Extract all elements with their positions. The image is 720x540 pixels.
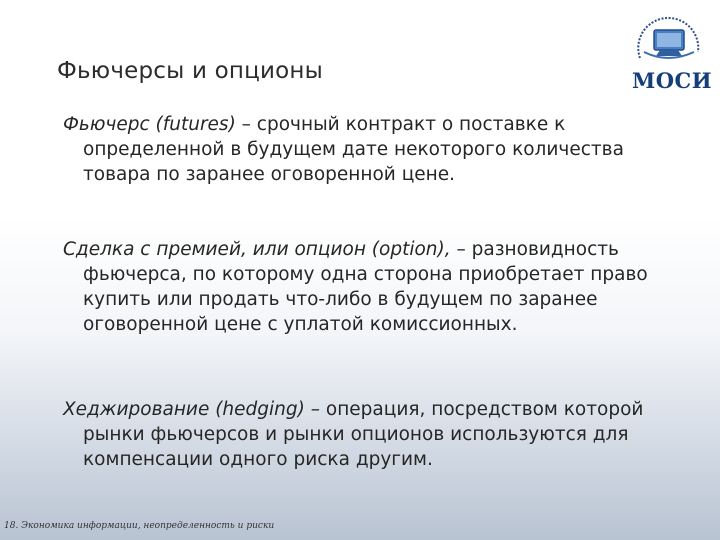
- definition-body: – разновидность фьючерса, по которому одна сторона приобретает право купить или продать что-либо в будущем по заранее оговоренной цене с уплатой комиссионных.: [83, 239, 648, 335]
- definition-option: [63, 237, 683, 337]
- mosi-logo: [620, 8, 716, 96]
- definition-term: Фьючерс (futures): [63, 114, 236, 135]
- slide-title: Фьючерсы и опционы: [57, 58, 324, 84]
- definition-hedging: [63, 397, 683, 472]
- logo-text: МОСИ: [632, 68, 713, 93]
- definition-futures: [63, 112, 683, 187]
- slide-footer: 18. Экономика информации, неопределенность и риски: [4, 521, 275, 531]
- definition-body: – операция, посредством которой рынки фьючерсов и рынки опционов используются для компенсации одного риска другим.: [83, 399, 644, 470]
- definition-body: – срочный контракт о поставке к определенной в будущем дате некоторого количества товара по заранее оговоренной цене.: [83, 114, 624, 185]
- definition-term: Сделка с премией, или опцион (option),: [63, 239, 451, 260]
- institution-emblem-icon: [620, 8, 716, 72]
- definition-term: Хеджирование (hedging): [63, 399, 305, 420]
